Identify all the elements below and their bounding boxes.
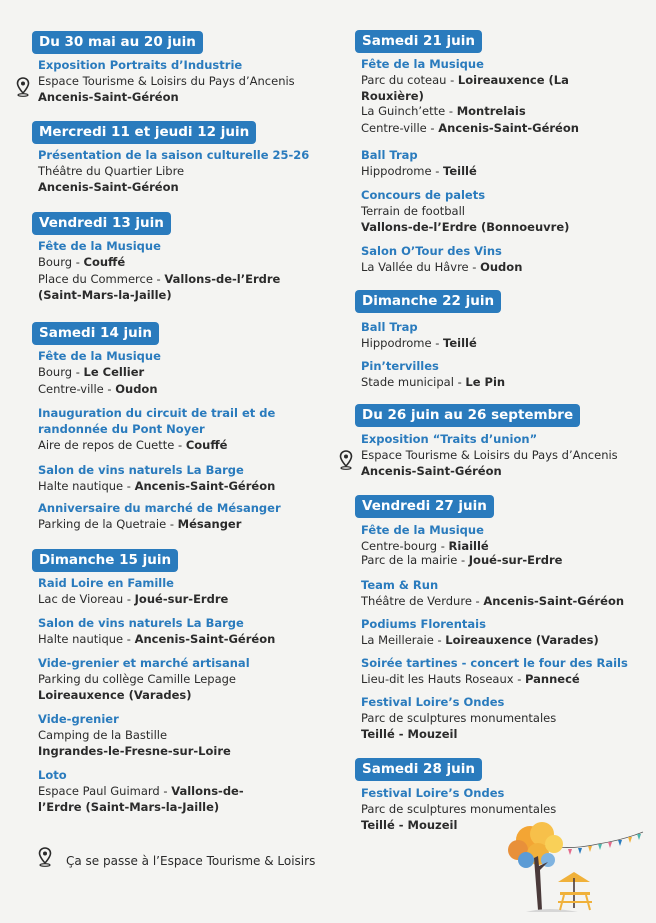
event-place: Parc du coteau -: [361, 73, 458, 87]
event-town: Joué-sur-Erdre: [468, 553, 563, 567]
event-title: Loto: [38, 768, 67, 782]
event-town: Teillé - Mouzeil: [361, 818, 458, 832]
event-place: Centre-ville -: [38, 382, 116, 396]
event-town: Joué-sur-Erdre: [134, 592, 229, 606]
event-item: [361, 120, 653, 136]
event-item: [38, 711, 330, 759]
event-town: Montrelais: [456, 104, 526, 118]
date-header: Samedi 21 juin: [355, 30, 482, 53]
event-item: [361, 552, 653, 568]
event-town: Le Pin: [465, 375, 506, 389]
event-place: Lieu-dit les Hauts Roseaux -: [361, 672, 526, 686]
event-town: Oudon: [480, 260, 523, 274]
event-place: Théâtre du Quartier Libre: [38, 164, 185, 178]
event-town: Vallons-de-l’Erdre (Saint-Mars-la-Jaille): [38, 272, 281, 302]
event-item: [361, 616, 653, 648]
date-header: Samedi 14 juin: [32, 322, 159, 345]
event-town: Vallons-de-l’Erdre (Saint-Mars-la-Jaille): [38, 784, 244, 814]
date-block: [32, 549, 332, 814]
map-pin-icon: [339, 450, 353, 470]
event-town: Ancenis-Saint-Géréon: [361, 464, 502, 478]
event-place: La Vallée du Hâvre -: [361, 260, 481, 274]
date-block: [32, 121, 332, 194]
event-place: Parking de la Quetraie -: [38, 517, 178, 531]
date-block: [32, 322, 332, 531]
event-place: Théâtre de Verdure -: [361, 594, 484, 608]
date-block: [32, 31, 332, 104]
date-header: Du 30 mai au 20 juin: [32, 31, 203, 54]
event-town: Teillé: [443, 164, 477, 178]
event-item: [361, 56, 581, 104]
event-place: Parc de sculptures monumentales: [361, 711, 557, 725]
event-title: Salon O’Tour des Vins: [361, 244, 502, 258]
date-header: Dimanche 15 juin: [32, 549, 178, 572]
event-place: Stade municipal -: [361, 375, 466, 389]
event-title: Festival Loire’s Ondes: [361, 695, 505, 709]
event-title: Anniversaire du marché de Mésanger: [38, 501, 281, 515]
event-town: Teillé - Mouzeil: [361, 727, 458, 741]
event-place: Lac de Vioreau -: [38, 592, 135, 606]
event-title: Team & Run: [361, 578, 439, 592]
event-place: Espace Paul Guimard -: [38, 784, 172, 798]
event-title: Fête de la Musique: [361, 523, 484, 537]
event-town: Teillé: [443, 336, 477, 350]
event-place: Aire de repos de Cuette -: [38, 438, 186, 452]
event-item: [361, 358, 653, 390]
map-pin-icon: [16, 77, 30, 97]
event-place: Terrain de football: [361, 204, 465, 218]
event-place: Hippodrome -: [361, 164, 444, 178]
event-town: Vallons-de-l’Erdre (Bonnoeuvre): [361, 220, 570, 234]
map-pin-icon: [38, 847, 52, 867]
event-item: [361, 103, 653, 119]
event-title: Salon de vins naturels La Barge: [38, 616, 244, 630]
event-item: [361, 577, 653, 609]
event-item: [361, 187, 653, 235]
event-item: [361, 319, 653, 351]
event-title: Fête de la Musique: [361, 57, 484, 71]
event-place: La Meilleraie -: [361, 633, 446, 647]
date-block: [32, 212, 332, 302]
date-block: [355, 404, 655, 478]
event-place: Place du Commerce -: [38, 272, 165, 286]
event-place: Halte nautique -: [38, 632, 135, 646]
event-title: Vide-grenier: [38, 712, 119, 726]
event-place: Centre-bourg -: [361, 539, 449, 553]
event-item: [38, 767, 258, 815]
event-item: [361, 522, 653, 554]
event-place: Halte nautique -: [38, 479, 135, 493]
event-item: [38, 57, 330, 105]
event-town: Ancenis-Saint-Géréon: [438, 121, 579, 135]
event-title: Festival Loire’s Ondes: [361, 786, 505, 800]
event-place: Espace Tourisme & Loisirs du Pays d’Ancenis: [38, 74, 295, 88]
event-item: [361, 431, 653, 479]
event-item: [38, 147, 330, 195]
event-place: Espace Tourisme & Loisirs du Pays d’Ancenis: [361, 448, 618, 462]
event-place: Bourg -: [38, 365, 84, 379]
event-title: Raid Loire en Famille: [38, 576, 174, 590]
event-town: Mésanger: [177, 517, 242, 531]
event-title: Pin’tervilles: [361, 359, 439, 373]
event-title: Fête de la Musique: [38, 239, 161, 253]
date-header: Vendredi 13 juin: [32, 212, 171, 235]
event-place: Hippodrome -: [361, 336, 444, 350]
event-town: Ancenis-Saint-Géréon: [483, 594, 625, 608]
event-place: Centre-ville -: [361, 121, 439, 135]
event-item: [38, 575, 330, 607]
event-town: Ancenis-Saint-Géréon: [134, 632, 276, 646]
legend-text: Ça se passe à l’Espace Tourisme & Loisirs: [66, 854, 316, 868]
event-item: [38, 381, 330, 397]
event-item: [38, 462, 330, 494]
event-place: La Guinch’ette -: [361, 104, 457, 118]
event-title: Soirée tartines - concert le four des Rails: [361, 656, 628, 670]
event-town: Ancenis-Saint-Géréon: [38, 180, 179, 194]
event-town: Loireauxence (Varades): [38, 688, 192, 702]
date-block: [355, 495, 655, 741]
event-item: [38, 500, 330, 532]
event-item: [361, 694, 653, 742]
event-item: [38, 271, 300, 303]
event-item: [38, 655, 330, 703]
date-header: Mercredi 11 et jeudi 12 juin: [32, 121, 256, 144]
event-place: Camping de la Bastille: [38, 728, 168, 742]
event-title: Inauguration du circuit de trail et de randonnée du Pont Noyer: [38, 406, 276, 436]
date-header: Dimanche 22 juin: [355, 290, 501, 313]
event-town: Riaillé: [448, 539, 489, 553]
event-title: Exposition Portraits d’Industrie: [38, 58, 243, 72]
event-town: Couffé: [83, 255, 126, 269]
event-item: [38, 238, 330, 270]
event-title: Salon de vins naturels La Barge: [38, 463, 244, 477]
event-town: Le Cellier: [83, 365, 145, 379]
event-place: Parc de sculptures monumentales: [361, 802, 557, 816]
event-town: Couffé: [185, 438, 228, 452]
date-block: [355, 290, 655, 389]
event-town: Loireauxence (La Rouxière): [361, 73, 569, 103]
event-title: Exposition “Traits d’union”: [361, 432, 538, 446]
event-item: [361, 243, 653, 275]
event-item: [361, 655, 653, 687]
tree-picnic-illustration: [508, 820, 648, 920]
event-place: Parc de la mairie -: [361, 553, 469, 567]
date-block: [355, 30, 655, 274]
event-title: Ball Trap: [361, 320, 418, 334]
event-town: Ancenis-Saint-Géréon: [38, 90, 179, 104]
event-town: Loireauxence (Varades): [445, 633, 599, 647]
event-title: Vide-grenier et marché artisanal: [38, 656, 250, 670]
event-title: Ball Trap: [361, 148, 418, 162]
event-title: Fête de la Musique: [38, 349, 161, 363]
event-place: Bourg -: [38, 255, 84, 269]
event-title: Podiums Florentais: [361, 617, 486, 631]
date-header: Samedi 28 juin: [355, 758, 482, 781]
event-place: Parking du collège Camille Lepage: [38, 672, 236, 686]
event-town: Ancenis-Saint-Géréon: [134, 479, 276, 493]
event-item: [361, 147, 653, 179]
event-item: [38, 615, 330, 647]
date-block: [355, 758, 655, 832]
event-title: Présentation de la saison culturelle 25-26: [38, 148, 310, 162]
event-town: Ingrandes-le-Fresne-sur-Loire: [38, 744, 231, 758]
date-header: Du 26 juin au 26 septembre: [355, 404, 580, 427]
event-title: Concours de palets: [361, 188, 486, 202]
event-item: [38, 405, 278, 453]
event-town: Pannecé: [525, 672, 580, 686]
event-item: [38, 348, 330, 380]
event-town: Oudon: [115, 382, 158, 396]
date-header: Vendredi 27 juin: [355, 495, 494, 518]
